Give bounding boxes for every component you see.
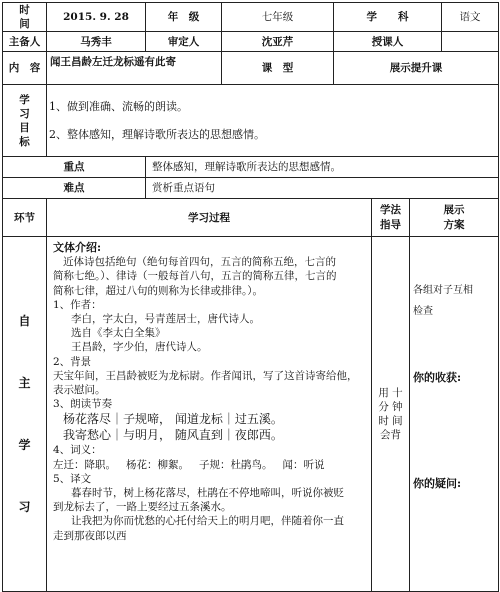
poem-line: 我寄愁心｜与明月， 随风直到｜夜郎西。 bbox=[63, 428, 283, 443]
objectives-label-char: 习 bbox=[19, 107, 30, 120]
lesson-type-value: 展示提升课 bbox=[334, 52, 499, 85]
method-line: 会背 bbox=[380, 429, 402, 441]
process-body-row bbox=[3, 237, 499, 592]
difficult-point-text: 赏析重点语句 bbox=[146, 178, 499, 199]
objective-item: 1、做到准确、流畅的朗读。 bbox=[49, 99, 188, 113]
objectives-label bbox=[3, 85, 47, 157]
author-line: 李白，字太白，号青莲居士，唐代诗人。 bbox=[71, 313, 260, 326]
method-line: 分 钟 bbox=[378, 401, 403, 413]
lesson-plan-table bbox=[2, 2, 499, 592]
intro-line: 近体诗包括绝句（绝句每首四句，五言的简称五绝，七言的 bbox=[63, 256, 336, 269]
objectives-row bbox=[3, 85, 499, 157]
background-line: 表示慰问。 bbox=[53, 384, 106, 397]
stage-char: 学 bbox=[18, 438, 31, 452]
header-row-2 bbox=[3, 32, 499, 52]
difficult-point-label: 难点 bbox=[3, 178, 146, 199]
method-header bbox=[372, 199, 410, 237]
stage-header: 环节 bbox=[3, 199, 47, 237]
stage-char: 自 bbox=[18, 314, 31, 328]
show-group-2: 检查 bbox=[413, 306, 434, 317]
vocab-title: 4、词义： bbox=[53, 444, 102, 457]
method-cell bbox=[372, 237, 410, 592]
background-title: 2、背景 bbox=[53, 355, 92, 368]
show-cell bbox=[410, 237, 499, 592]
teacher-label: 授课人 bbox=[334, 32, 442, 52]
translation-line: 让我把为你而忧愁的心托付给天上的明月吧，伴随着你一直 bbox=[71, 515, 344, 528]
intro-line: 简称七律，超过八句的则称为长律或排律。）。 bbox=[53, 284, 263, 297]
header-row-3 bbox=[3, 52, 499, 85]
reviewer-label: 审定人 bbox=[146, 32, 222, 52]
method-line: 时 间 bbox=[378, 415, 403, 427]
stage-char: 习 bbox=[18, 500, 31, 514]
translation-line: 走到那夜郎以西 bbox=[53, 529, 127, 542]
background-line: 天宝年间，王昌龄被贬为龙标尉。作者闻讯，写了这首诗寄给他， bbox=[53, 369, 358, 382]
author-title: 1、作者： bbox=[53, 298, 102, 311]
objectives-label-char: 标 bbox=[19, 135, 30, 148]
intro-title: 文体介绍: bbox=[53, 241, 102, 254]
header-row-1 bbox=[3, 3, 499, 32]
date-value: 2015. 9. 28 bbox=[47, 3, 146, 32]
stage-char: 主 bbox=[18, 376, 31, 390]
translation-title: 5、译文 bbox=[53, 472, 92, 485]
harvest-label: 你的收获: bbox=[413, 371, 462, 384]
show-group: 各组对子互相 bbox=[413, 285, 474, 296]
grade-value: 七年级 bbox=[222, 3, 334, 32]
question-label: 你的疑问: bbox=[413, 477, 462, 490]
translation-line: 到龙标去了，一路上要经过五条溪水。 bbox=[53, 501, 232, 514]
vocab-line: 左迁：降职。 杨花：柳絮。 子规：杜鹃鸟。 闻：听说 bbox=[53, 458, 325, 471]
show-header-line: 方案 bbox=[443, 218, 465, 231]
key-point-text: 整体感知，理解诗歌所表达的思想感情。 bbox=[146, 157, 499, 178]
show-header bbox=[410, 199, 499, 237]
translation-line: 暮春时节，树上杨花落尽，杜鹃在不停地啼叫，听说你被贬 bbox=[71, 487, 344, 500]
objective-item: 2、整体感知，理解诗歌所表达的思想感情。 bbox=[49, 127, 265, 141]
process-header: 学习过程 bbox=[47, 199, 372, 237]
content-label: 内 容 bbox=[3, 52, 47, 85]
key-point-label: 重点 bbox=[3, 157, 146, 178]
reviewer-value: 沈亚芹 bbox=[222, 32, 334, 52]
method-header-line: 指导 bbox=[380, 218, 402, 231]
rhythm-title: 3、朗读节奏 bbox=[53, 398, 113, 411]
grade-label: 年 级 bbox=[146, 3, 222, 32]
content-value: 闻王昌龄左迁龙标遥有此寄 bbox=[47, 52, 222, 85]
preparer-label: 主备人 bbox=[3, 32, 47, 52]
time-label: 时 间 bbox=[3, 3, 47, 32]
difficult-point-row bbox=[3, 178, 499, 199]
objectives-content bbox=[47, 85, 499, 157]
process-header-row bbox=[3, 199, 499, 237]
author-line: 选自《李太白全集》 bbox=[71, 327, 166, 340]
subject-value: 语文 bbox=[442, 3, 499, 32]
subject-label: 学 科 bbox=[334, 3, 442, 32]
author-line: 王昌龄，字少伯，唐代诗人。 bbox=[71, 341, 208, 354]
method-header-line: 学法 bbox=[380, 203, 402, 216]
process-content bbox=[47, 237, 372, 592]
objectives-label-char: 学 bbox=[19, 93, 30, 106]
stage-cell bbox=[3, 237, 47, 592]
poem-line: 杨花落尽｜子规啼， 闻道龙标｜过五溪。 bbox=[63, 412, 283, 427]
objectives-label-char: 目 bbox=[19, 121, 30, 134]
lesson-type-label: 课 型 bbox=[222, 52, 334, 85]
show-header-line: 展示 bbox=[443, 203, 465, 216]
key-point-row bbox=[3, 157, 499, 178]
intro-line: 简称七绝。）、律诗（一般每首八句，五言的简称五律，七言的 bbox=[53, 270, 337, 283]
teacher-value bbox=[442, 32, 499, 52]
preparer-value: 马秀丰 bbox=[47, 32, 146, 52]
method-line: 用 十 bbox=[378, 387, 403, 399]
